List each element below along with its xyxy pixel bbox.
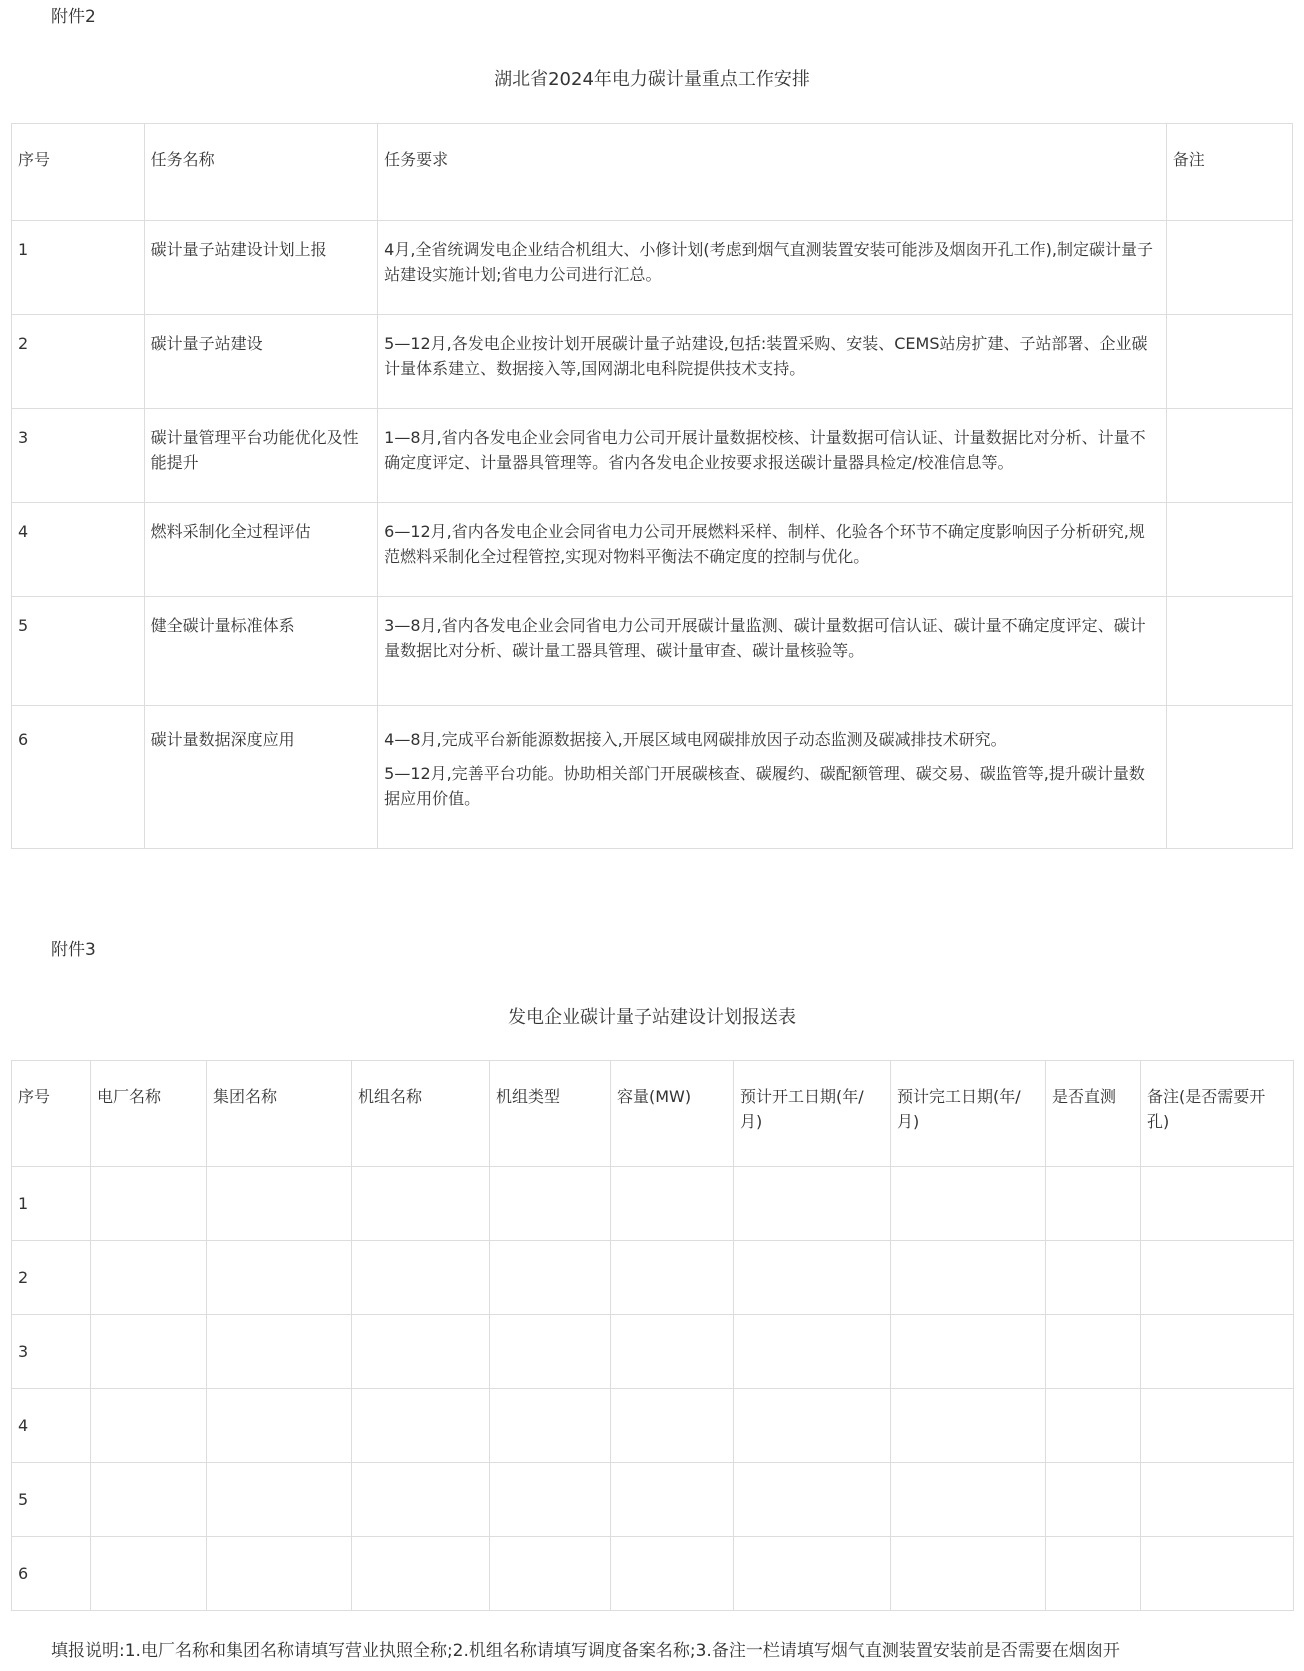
empty-cell bbox=[1046, 1241, 1141, 1315]
row-number: 4 bbox=[12, 503, 145, 597]
table-row bbox=[12, 1315, 1294, 1389]
task-name: 燃料采制化全过程评估 bbox=[144, 503, 377, 597]
requirement-paragraph: 3—8月,省内各发电企业会同省电力公司开展碳计量监测、碳计量数据可信认证、碳计量不确定度评定、碳计量数据比对分析、碳计量工器具管理、碳计量审查、碳计量核验等。 bbox=[384, 616, 1146, 660]
empty-cell bbox=[611, 1315, 734, 1389]
row-number: 5 bbox=[12, 597, 145, 706]
row-number: 4 bbox=[12, 1389, 91, 1463]
empty-cell bbox=[734, 1389, 891, 1463]
empty-cell bbox=[490, 1463, 611, 1537]
empty-cell bbox=[611, 1167, 734, 1241]
table-row bbox=[12, 1167, 1294, 1241]
empty-cell bbox=[891, 1167, 1046, 1241]
requirement-paragraph: 1—8月,省内各发电企业会同省电力公司开展计量数据校核、计量数据可信认证、计量数据比对分析、计量不确定度评定、计量器具管理等。省内各发电企业按要求报送碳计量器具检定/校准信息等。 bbox=[384, 428, 1146, 472]
requirement-paragraph: 5—12月,完善平台功能。协助相关部门开展碳核查、碳履约、碳配额管理、碳交易、碳监管等,提升碳计量数据应用价值。 bbox=[384, 764, 1145, 808]
empty-cell bbox=[91, 1463, 207, 1537]
row-number: 6 bbox=[12, 706, 145, 849]
header-cell: 备注 bbox=[1166, 124, 1292, 221]
task-name: 健全碳计量标准体系 bbox=[144, 597, 377, 706]
empty-cell bbox=[1141, 1167, 1294, 1241]
header-cell: 容量(MW) bbox=[611, 1061, 734, 1167]
empty-cell bbox=[611, 1463, 734, 1537]
empty-cell bbox=[891, 1389, 1046, 1463]
substation-plan-table bbox=[11, 1060, 1294, 1611]
table-header-row bbox=[12, 1061, 1294, 1167]
task-note bbox=[1166, 503, 1292, 597]
empty-cell bbox=[91, 1167, 207, 1241]
table-row bbox=[12, 503, 1293, 597]
empty-cell bbox=[1046, 1389, 1141, 1463]
empty-cell bbox=[1046, 1315, 1141, 1389]
task-requirement bbox=[378, 597, 1167, 706]
task-name: 碳计量管理平台功能优化及性能提升 bbox=[144, 409, 377, 503]
empty-cell bbox=[490, 1389, 611, 1463]
row-number: 6 bbox=[12, 1537, 91, 1611]
empty-cell bbox=[891, 1241, 1046, 1315]
empty-cell bbox=[891, 1537, 1046, 1611]
task-requirement bbox=[378, 706, 1167, 849]
table-row bbox=[12, 1241, 1294, 1315]
empty-cell bbox=[207, 1167, 352, 1241]
empty-cell bbox=[490, 1315, 611, 1389]
header-cell: 备注(是否需要开孔) bbox=[1141, 1061, 1294, 1167]
empty-cell bbox=[207, 1389, 352, 1463]
row-number: 3 bbox=[12, 409, 145, 503]
task-note bbox=[1166, 706, 1292, 849]
table-row bbox=[12, 1537, 1294, 1611]
header-cell: 任务要求 bbox=[378, 124, 1167, 221]
task-requirement bbox=[378, 503, 1167, 597]
empty-cell bbox=[1141, 1389, 1294, 1463]
header-cell: 机组类型 bbox=[490, 1061, 611, 1167]
requirement-paragraph: 4—8月,完成平台新能源数据接入,开展区域电网碳排放因子动态监测及碳减排技术研究。 bbox=[384, 730, 1007, 749]
empty-cell bbox=[91, 1389, 207, 1463]
row-number: 3 bbox=[12, 1315, 91, 1389]
task-requirement bbox=[378, 221, 1167, 315]
attachment3-title: 发电企业碳计量子站建设计划报送表 bbox=[508, 1007, 796, 1028]
table-row bbox=[12, 315, 1293, 409]
empty-cell bbox=[1046, 1463, 1141, 1537]
empty-cell bbox=[91, 1315, 207, 1389]
header-cell: 机组名称 bbox=[352, 1061, 490, 1167]
table-row bbox=[12, 221, 1293, 315]
header-cell: 预计完工日期(年/月) bbox=[891, 1061, 1046, 1167]
task-note bbox=[1166, 315, 1292, 409]
header-cell: 是否直测 bbox=[1046, 1061, 1141, 1167]
task-note bbox=[1166, 221, 1292, 315]
empty-cell bbox=[891, 1315, 1046, 1389]
empty-cell bbox=[611, 1241, 734, 1315]
task-name: 碳计量子站建设 bbox=[144, 315, 377, 409]
empty-cell bbox=[207, 1537, 352, 1611]
empty-cell bbox=[611, 1537, 734, 1611]
table-row bbox=[12, 706, 1293, 849]
row-number: 2 bbox=[12, 1241, 91, 1315]
table-row bbox=[12, 597, 1293, 706]
fill-instructions: 填报说明:1.电厂名称和集团名称请填写营业执照全称;2.机组名称请填写调度备案名称;3.备注一栏请填写烟气直测装置安装前是否需要在烟囱开 bbox=[51, 1641, 1120, 1661]
row-number: 5 bbox=[12, 1463, 91, 1537]
empty-cell bbox=[352, 1241, 490, 1315]
table-row bbox=[12, 409, 1293, 503]
empty-cell bbox=[91, 1537, 207, 1611]
row-number: 1 bbox=[12, 1167, 91, 1241]
header-cell: 序号 bbox=[12, 124, 145, 221]
empty-cell bbox=[352, 1463, 490, 1537]
requirement-paragraph: 4月,全省统调发电企业结合机组大、小修计划(考虑到烟气直测装置安装可能涉及烟囱开孔工作),制定碳计量子站建设实施计划;省电力公司进行汇总。 bbox=[384, 240, 1153, 284]
empty-cell bbox=[1046, 1537, 1141, 1611]
table-row bbox=[12, 1389, 1294, 1463]
empty-cell bbox=[352, 1389, 490, 1463]
table-row bbox=[12, 1463, 1294, 1537]
empty-cell bbox=[734, 1463, 891, 1537]
empty-cell bbox=[352, 1167, 490, 1241]
attachment2-title: 湖北省2024年电力碳计量重点工作安排 bbox=[494, 69, 810, 90]
header-cell: 序号 bbox=[12, 1061, 91, 1167]
table-header-row bbox=[12, 124, 1293, 221]
header-cell: 预计开工日期(年/月) bbox=[734, 1061, 891, 1167]
empty-cell bbox=[734, 1315, 891, 1389]
task-note bbox=[1166, 409, 1292, 503]
empty-cell bbox=[1046, 1167, 1141, 1241]
empty-cell bbox=[207, 1315, 352, 1389]
requirement-paragraph: 5—12月,各发电企业按计划开展碳计量子站建设,包括:装置采购、安装、CEMS站房扩建、子站部署、企业碳计量体系建立、数据接入等,国网湖北电科院提供技术支持。 bbox=[384, 334, 1148, 378]
header-cell: 电厂名称 bbox=[91, 1061, 207, 1167]
task-requirement bbox=[378, 315, 1167, 409]
empty-cell bbox=[352, 1537, 490, 1611]
empty-cell bbox=[490, 1537, 611, 1611]
empty-cell bbox=[207, 1463, 352, 1537]
header-cell: 集团名称 bbox=[207, 1061, 352, 1167]
empty-cell bbox=[1141, 1241, 1294, 1315]
row-number: 2 bbox=[12, 315, 145, 409]
empty-cell bbox=[734, 1241, 891, 1315]
work-plan-table bbox=[11, 123, 1293, 849]
row-number: 1 bbox=[12, 221, 145, 315]
empty-cell bbox=[207, 1241, 352, 1315]
task-name: 碳计量数据深度应用 bbox=[144, 706, 377, 849]
task-name: 碳计量子站建设计划上报 bbox=[144, 221, 377, 315]
attachment3-label: 附件3 bbox=[51, 940, 96, 960]
empty-cell bbox=[91, 1241, 207, 1315]
empty-cell bbox=[734, 1537, 891, 1611]
attachment2-label: 附件2 bbox=[51, 7, 96, 27]
empty-cell bbox=[734, 1167, 891, 1241]
empty-cell bbox=[1141, 1537, 1294, 1611]
empty-cell bbox=[352, 1315, 490, 1389]
empty-cell bbox=[490, 1167, 611, 1241]
header-cell: 任务名称 bbox=[144, 124, 377, 221]
empty-cell bbox=[1141, 1315, 1294, 1389]
empty-cell bbox=[490, 1241, 611, 1315]
empty-cell bbox=[1141, 1463, 1294, 1537]
empty-cell bbox=[611, 1389, 734, 1463]
task-note bbox=[1166, 597, 1292, 706]
empty-cell bbox=[891, 1463, 1046, 1537]
requirement-paragraph: 6—12月,省内各发电企业会同省电力公司开展燃料采样、制样、化验各个环节不确定度影响因子分析研究,规范燃料采制化全过程管控,实现对物料平衡法不确定度的控制与优化。 bbox=[384, 522, 1145, 566]
task-requirement bbox=[378, 409, 1167, 503]
